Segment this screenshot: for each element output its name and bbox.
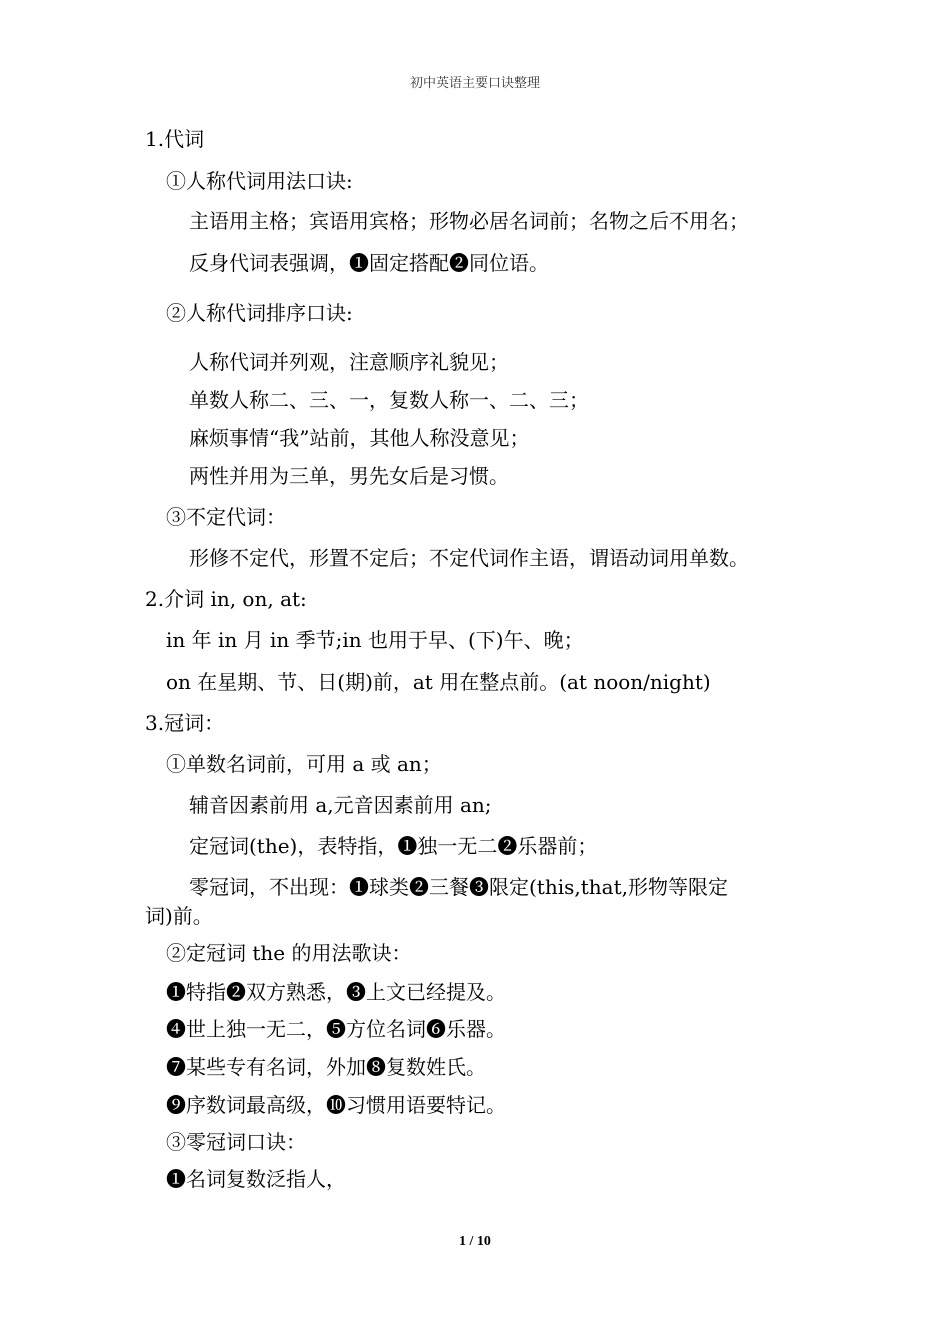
subsection-1-2-heading: ②人称代词排序口诀: — [166, 301, 353, 325]
text-line: ❶特指❷双方熟悉，❸上文已经提及。 — [166, 980, 506, 1004]
text-line: 人称代词并列观，注意顺序礼貌见； — [189, 350, 509, 374]
text-line: 零冠词，不出现：❶球类❷三餐❸限定(this,that,形物等限定 — [189, 875, 728, 899]
text-line: 单数人称二、三、一，复数人称一、二、三； — [189, 388, 589, 412]
text-line: 两性并用为三单，男先女后是习惯。 — [189, 464, 509, 488]
text-line: ❼某些专有名词，外加❽复数姓氏。 — [166, 1055, 486, 1079]
text-line: 反身代词表强调，❶固定搭配❷同位语。 — [189, 251, 549, 275]
page-header: 初中英语主要口诀整理 — [409, 76, 540, 91]
text-line: 麻烦事情“我”站前，其他人称没意见； — [189, 426, 530, 450]
section-1-heading: 1.代词 — [145, 127, 205, 151]
text-line: ❶名词复数泛指人， — [166, 1167, 346, 1191]
subsection-1-1-heading: ①人称代词用法口诀: — [166, 169, 353, 193]
text-line: in 年 in 月 in 季节;in 也用于早、(下)午、晚； — [166, 628, 584, 652]
section-2-heading: 2.介词 in, on, at: — [145, 587, 307, 611]
text-line: ❹世上独一无二，❺方位名词❻乐器。 — [166, 1017, 506, 1041]
text-line: 形修不定代，形置不定后；不定代词作主语，谓语动词用单数。 — [189, 546, 749, 570]
text-line: on 在星期、节、日(期)前，at 用在整点前。(at noon/night) — [166, 670, 711, 694]
subsection-3-2-heading: ②定冠词 the 的用法歌诀： — [166, 941, 412, 965]
page-number: 1 / 10 — [459, 1234, 491, 1249]
subsection-3-1-heading: ①单数名词前，可用 a 或 an； — [166, 752, 442, 776]
subsection-1-3-heading: ③不定代词： — [166, 505, 286, 529]
subsection-3-3-heading: ③零冠词口诀： — [166, 1130, 306, 1154]
text-line: ❾序数词最高级，❿习惯用语要特记。 — [166, 1093, 506, 1117]
section-3-heading: 3.冠词： — [145, 711, 225, 735]
text-line: 辅音因素前用 a,元音因素前用 an; — [189, 793, 492, 817]
text-line: 主语用主格；宾语用宾格；形物必居名词前；名物之后不用名； — [189, 209, 749, 233]
text-line: 定冠词(the)，表特指，❶独一无二❷乐器前； — [189, 834, 598, 858]
text-line: 词)前。 — [145, 904, 213, 928]
